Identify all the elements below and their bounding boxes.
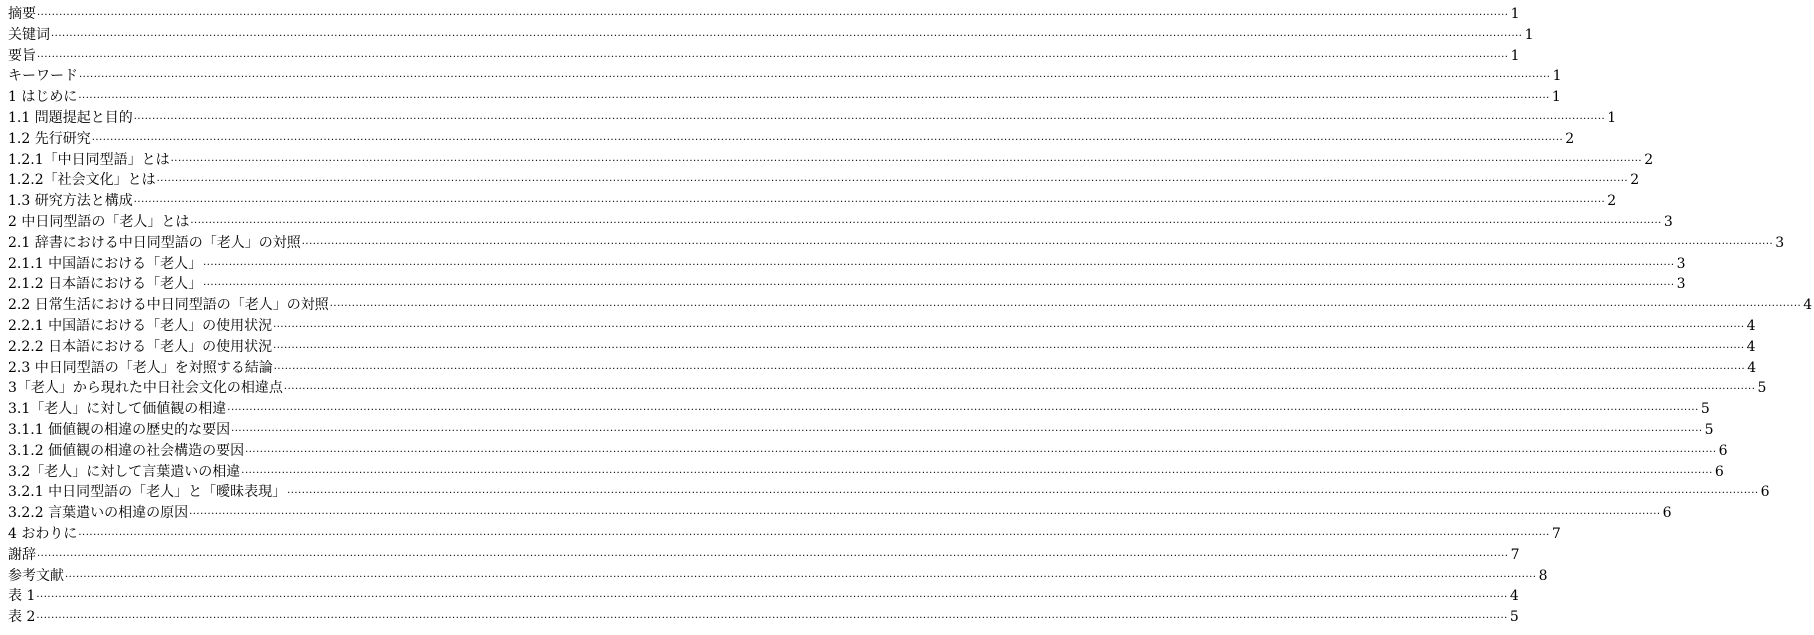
toc-entry-page-number: 6 xyxy=(1718,442,1728,459)
toc-entry-title: 2.1.1 中国語における「老人」 xyxy=(8,255,203,272)
toc-entry[interactable] xyxy=(8,566,1548,587)
toc-entry-page-number: 4 xyxy=(1803,297,1813,314)
toc-entry-page-number: 3 xyxy=(1775,234,1785,251)
toc-entry-title: 关键词 xyxy=(8,26,50,43)
toc-entry-page-number: 6 xyxy=(1662,505,1672,522)
toc-dot-leader: ················································································································································································································································································································································································································ xyxy=(329,301,1802,313)
toc-entry-title: 2.2 日常生活における中日同型語の「老人」の対照 xyxy=(8,297,329,314)
table-of-contents xyxy=(8,4,1813,628)
toc-entry-page-number: 1 xyxy=(1551,89,1561,106)
toc-dot-leader: ················································································································································································································································································································································································································ xyxy=(79,72,1551,84)
toc-entry-title: 3.2.1 中日同型語の「老人」と「曖昧表現」 xyxy=(8,484,287,501)
toc-entry-title: 1.3 研究方法と構成 xyxy=(8,193,133,210)
toc-dot-leader: ················································································································································································································································································································································································································ xyxy=(91,134,1564,146)
toc-entry[interactable] xyxy=(8,212,1673,233)
toc-entry[interactable] xyxy=(8,170,1640,191)
toc-entry-title: キーワード xyxy=(8,68,78,85)
toc-dot-leader: ················································································································································································································································································································································································································ xyxy=(283,384,1756,396)
toc-entry[interactable] xyxy=(8,4,1520,25)
toc-dot-leader: ················································································································································································································································································································································································································ xyxy=(37,550,1509,562)
toc-entry[interactable] xyxy=(8,129,1575,150)
toc-dot-leader: ················································································································································································································································································································································································································ xyxy=(227,405,1699,417)
toc-entry[interactable] xyxy=(8,482,1770,503)
toc-entry-page-number: 2 xyxy=(1565,130,1575,147)
toc-dot-leader: ················································································································································································································································································································································································································ xyxy=(36,592,1508,604)
toc-dot-leader: ················································································································································································································································································································································································································ xyxy=(203,280,1675,292)
toc-entry-title: 表 2 xyxy=(8,609,36,626)
toc-entry[interactable] xyxy=(8,378,1767,399)
toc-entry-page-number: 2 xyxy=(1630,172,1640,189)
toc-entry-page-number: 5 xyxy=(1700,401,1710,418)
toc-entry[interactable] xyxy=(8,191,1617,212)
toc-entry[interactable] xyxy=(8,462,1724,483)
toc-entry-page-number: 4 xyxy=(1747,359,1757,376)
toc-entry-title: 表 1 xyxy=(8,588,36,605)
toc-dot-leader: ················································································································································································································································································································································································································ xyxy=(78,529,1550,541)
toc-dot-leader: ················································································································································································································································································································································································································ xyxy=(133,113,1606,125)
toc-entry[interactable] xyxy=(8,524,1561,545)
toc-dot-leader: ················································································································································································································································································································································································································ xyxy=(51,30,1523,42)
toc-entry-title: 要旨 xyxy=(8,47,36,64)
toc-dot-leader: ················································································································································································································································································································································································································ xyxy=(189,509,1661,521)
toc-entry-title: 2.2.1 中国語における「老人」の使用状況 xyxy=(8,317,273,334)
toc-entry[interactable] xyxy=(8,337,1756,358)
toc-entry-title: 2.1.2 日本語における「老人」 xyxy=(8,276,203,293)
toc-entry-title: 1.2 先行研究 xyxy=(8,130,91,147)
toc-entry-title: 3.1「老人」に対して価値観の相違 xyxy=(8,401,227,418)
toc-entry-page-number: 3 xyxy=(1676,255,1686,272)
toc-entry-title: 2.3 中日同型語の「老人」を対照する結論 xyxy=(8,359,273,376)
toc-entry[interactable] xyxy=(8,46,1520,67)
toc-entry-title: 3.1.2 価値観の相違の社会構造の要因 xyxy=(8,442,245,459)
toc-dot-leader: ················································································································································································································································································································································································································ xyxy=(36,613,1508,625)
toc-dot-leader: ················································································································································································································································································································································································································ xyxy=(301,238,1774,250)
toc-entry[interactable] xyxy=(8,399,1710,420)
toc-entry-page-number: 6 xyxy=(1760,484,1770,501)
toc-entry[interactable] xyxy=(8,150,1654,171)
toc-dot-leader: ················································································································································································································································································································································································································ xyxy=(273,363,1746,375)
toc-entry[interactable] xyxy=(8,254,1686,275)
toc-entry[interactable] xyxy=(8,545,1520,566)
toc-entry-title: 2.2.2 日本語における「老人」の使用状況 xyxy=(8,338,273,355)
toc-entry-page-number: 2 xyxy=(1644,151,1654,168)
toc-entry-title: 3.1.1 価値観の相違の歴史的な要因 xyxy=(8,421,231,438)
toc-dot-leader: ················································································································································································································································································································································································································ xyxy=(273,342,1745,354)
toc-entry[interactable] xyxy=(8,295,1813,316)
toc-entry-page-number: 1 xyxy=(1510,6,1520,22)
toc-entry[interactable] xyxy=(8,316,1756,337)
toc-entry[interactable] xyxy=(8,233,1785,254)
toc-dot-leader: ················································································································································································································································································································································································································ xyxy=(203,259,1675,271)
toc-entry[interactable] xyxy=(8,586,1519,607)
toc-entry[interactable] xyxy=(8,87,1561,108)
toc-dot-leader: ················································································································································································································································································································································································································ xyxy=(37,10,1509,21)
toc-entry-page-number: 8 xyxy=(1538,567,1548,584)
toc-entry-title: 3.2「老人」に対して言葉遣いの相違 xyxy=(8,463,241,480)
toc-dot-leader: ················································································································································································································································································································································································································ xyxy=(273,321,1745,333)
toc-entry[interactable] xyxy=(8,66,1562,87)
toc-entry-page-number: 5 xyxy=(1509,609,1519,626)
toc-entry-page-number: 3 xyxy=(1663,213,1673,230)
toc-dot-leader: ················································································································································································································································································································································································································ xyxy=(231,425,1703,437)
toc-entry-title: 3.2.2 言葉遣いの相違の原因 xyxy=(8,505,189,522)
toc-entry[interactable] xyxy=(8,25,1534,46)
toc-entry-title: 謝辞 xyxy=(8,546,36,563)
toc-entry-page-number: 3 xyxy=(1676,276,1686,293)
toc-dot-leader: ················································································································································································································································································································································································································ xyxy=(65,571,1537,583)
toc-entry[interactable] xyxy=(8,441,1728,462)
toc-entry-page-number: 4 xyxy=(1509,588,1519,605)
toc-entry-page-number: 5 xyxy=(1704,421,1714,438)
toc-entry-title: 2 中日同型語の「老人」とは xyxy=(8,213,190,230)
toc-entry-page-number: 2 xyxy=(1607,193,1617,210)
toc-dot-leader: ················································································································································································································································································································································································································ xyxy=(241,467,1713,479)
toc-entry-page-number: 1 xyxy=(1607,109,1617,126)
toc-entry-title: 2.1 辞書における中日同型語の「老人」の対照 xyxy=(8,234,301,251)
toc-entry[interactable] xyxy=(8,358,1757,379)
toc-entry[interactable] xyxy=(8,503,1672,524)
toc-entry-page-number: 1 xyxy=(1552,68,1562,85)
toc-entry-title: 摘要 xyxy=(8,6,36,22)
toc-entry-title: 1.2.1「中日同型語」とは xyxy=(8,151,170,168)
toc-entry-page-number: 6 xyxy=(1714,463,1724,480)
toc-dot-leader: ················································································································································································································································································································································································································ xyxy=(170,155,1643,167)
toc-dot-leader: ················································································································································································································································································································································································································ xyxy=(156,176,1629,188)
toc-entry-title: 1.2.2「社会文化」とは xyxy=(8,172,156,189)
toc-entry-page-number: 4 xyxy=(1746,338,1756,355)
toc-dot-leader: ················································································································································································································································································································································································································ xyxy=(245,446,1717,458)
toc-entry-page-number: 4 xyxy=(1746,317,1756,334)
toc-dot-leader: ················································································································································································································································································································································································································ xyxy=(37,51,1509,63)
toc-entry-title: 4 おわりに xyxy=(8,525,78,542)
toc-entry[interactable] xyxy=(8,108,1617,129)
toc-entry-title: 参考文献 xyxy=(8,567,64,584)
toc-entry-page-number: 5 xyxy=(1757,380,1767,397)
toc-entry-page-number: 7 xyxy=(1551,525,1561,542)
toc-dot-leader: ················································································································································································································································································································································································································ xyxy=(190,217,1662,229)
toc-entry[interactable] xyxy=(8,274,1686,295)
toc-entry-title: 1 はじめに xyxy=(8,89,78,106)
toc-dot-leader: ················································································································································································································································································································································································································ xyxy=(133,197,1606,209)
toc-dot-leader: ················································································································································································································································································································································································································ xyxy=(78,93,1550,105)
toc-dot-leader: ················································································································································································································································································································································································································ xyxy=(287,488,1759,500)
toc-entry[interactable] xyxy=(8,607,1519,628)
toc-entry-title: 3「老人」から現れた中日社会文化の相違点 xyxy=(8,380,283,397)
toc-entry-page-number: 7 xyxy=(1510,546,1520,563)
toc-entry-title: 1.1 問題提起と目的 xyxy=(8,109,133,126)
toc-entry-page-number: 1 xyxy=(1524,26,1534,43)
toc-entry-page-number: 1 xyxy=(1510,47,1520,64)
toc-entry[interactable] xyxy=(8,420,1714,441)
